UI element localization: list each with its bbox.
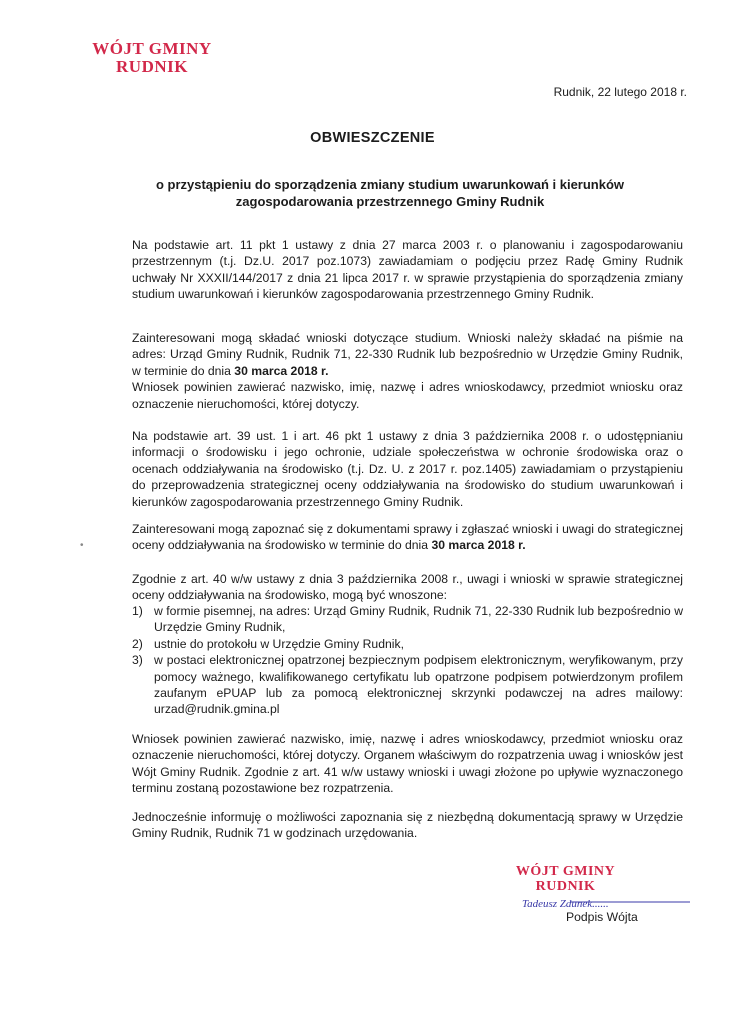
signature-line [570, 901, 690, 903]
paragraph-submission-methods-intro: Zgodnie z art. 40 w/w ustawy z dnia 3 października 2008 r., uwagi i wnioski w sprawie strategicznej oceny oddziaływania na środowisko, mogą być wnoszone: [132, 572, 683, 603]
place-date: Rudnik, 22 lutego 2018 r. [553, 85, 687, 99]
list-item [132, 603, 683, 636]
list-item-text: ustnie do protokołu w Urzędzie Gminy Rudnik, [154, 636, 404, 651]
document-title: OBWIESZCZENIE [310, 130, 435, 146]
header-stamp [82, 40, 222, 76]
stamp-line-2: RUDNIK [116, 56, 188, 76]
signature-stamp [508, 865, 623, 894]
scan-speck: • [80, 540, 84, 551]
paragraph-documentation: Jednocześnie informuję o możliwości zapoznania się z niezbędną dokumentacją sprawy w Urzędzie Gminy Rudnik, Rudnik 71 w godzinach urzędowania. [132, 810, 683, 841]
list-item-number: 2) [132, 636, 143, 651]
paragraph-environmental-assessment: Na podstawie art. 39 ust. 1 i art. 46 pkt 1 ustawy z dnia 3 października 2008 r. o udostępnianiu informacji o środowisku i jego ochronie, udziale społeczeństwa w ochronie środowiska oraz o ocenach oddziaływania na środowisko (t.j. Dz. U. z 2017 r. poz.1405) zawiadamiam o przystąpieniu do przeprowadzenia strategicznej oceny oddziaływania na środowisko do studium uwarunkowań i kierunków zagospodarowania przestrzennego Gminy Rudnik. [132, 429, 683, 509]
list-item-number: 1) [132, 604, 143, 618]
submission-requirements: Wniosek powinien zawierać nazwisko, imię, nazwę i adres wnioskodawcy, przedmiot wniosku oraz oznaczenie nieruchomości, której dotyczy. [132, 380, 683, 411]
list-item-number: 3) [132, 653, 143, 668]
paragraph-requirements: Wniosek powinien zawierać nazwisko, imię, nazwę i adres wnioskodawcy, przedmiot wniosku oraz oznaczenie nieruchomości, której dotyczy. Organem właściwym do rozpatrzenia uwag i wniosków jest Wójt Gminy Rudnik. Zgodnie z art. 41 w/w ustawy wnioski i uwagi złożone po upływie wyznaczonego terminu zostaną pozostawione bez rozpatrzenia. [132, 732, 683, 796]
submission-text: Zainteresowani mogą składać wnioski dotyczące studium. Wnioski należy składać na piśmie na adres: Urząd Gminy Rudnik, Rudnik 71, 22-330 Rudnik lub bezpośrednio w Urzędzie Gminy Rudnik, w terminie do dnia [132, 331, 683, 378]
paragraph-submission [132, 330, 683, 412]
stamp-line-1: WÓJT GMINY [515, 864, 616, 879]
document-subtitle [120, 176, 660, 210]
subtitle-line-1: o przystąpieniu do sporządzenia zmiany studium uwarunkowań i kierunków [155, 177, 625, 192]
signer-name: Tadeusz Zdunek...... [522, 898, 609, 910]
list-item-text: w formie pisemnej, na adres: Urząd Gminy Rudnik, Rudnik 71, 22-330 Rudnik lub bezpośrednio w Urzędzie Gminy Rudnik, [154, 604, 683, 635]
paragraph-consultation [132, 521, 683, 554]
subtitle-line-2: zagospodarowania przestrzennego Gminy Rudnik [235, 194, 545, 209]
paragraph-legal-basis: Na podstawie art. 11 pkt 1 ustawy z dnia 27 marca 2003 r. o planowaniu i zagospodarowaniu przestrzennym (t.j. Dz.U. 2017 poz.1073) zawiadamiam o podjęciu przez Radę Gminy Rudnik uchwały Nr XXXII/144/2017 z dnia 21 lipca 2017 r. w sprawie przystąpienia do sporządzenia zmiany studium uwarunkowań i kierunków zagospodarowania przestrzennego Gminy Rudnik. [132, 238, 683, 302]
list-item-text: w postaci elektronicznej opatrzonej bezpiecznym podpisem elektronicznym, weryfikowanym, przy pomocy ważnego, kwalifikowanego certyfikatu lub opatrzone podpisem potwierdzonym profilem zaufanym ePUAP lub za pomocą elektronicznej skrzynki podawczej na adres mailowy: urzad@rudnik.gmina.pl [154, 653, 683, 717]
submission-deadline: 30 marca 2018 r. [234, 363, 329, 378]
consultation-text: Zainteresowani mogą zapoznać się z dokumentami sprawy i zgłaszać wnioski i uwagi do strategicznej oceny oddziaływania na środowisko w terminie do dnia [132, 522, 683, 553]
stamp-line-2: RUDNIK [535, 878, 596, 894]
submission-methods-list [132, 603, 683, 718]
stamp-line-1: WÓJT GMINY [92, 39, 212, 58]
list-item [132, 652, 683, 718]
signature-caption: Podpis Wójta [566, 910, 638, 924]
list-item [132, 636, 683, 652]
consultation-deadline: 30 marca 2018 r. [431, 538, 526, 553]
